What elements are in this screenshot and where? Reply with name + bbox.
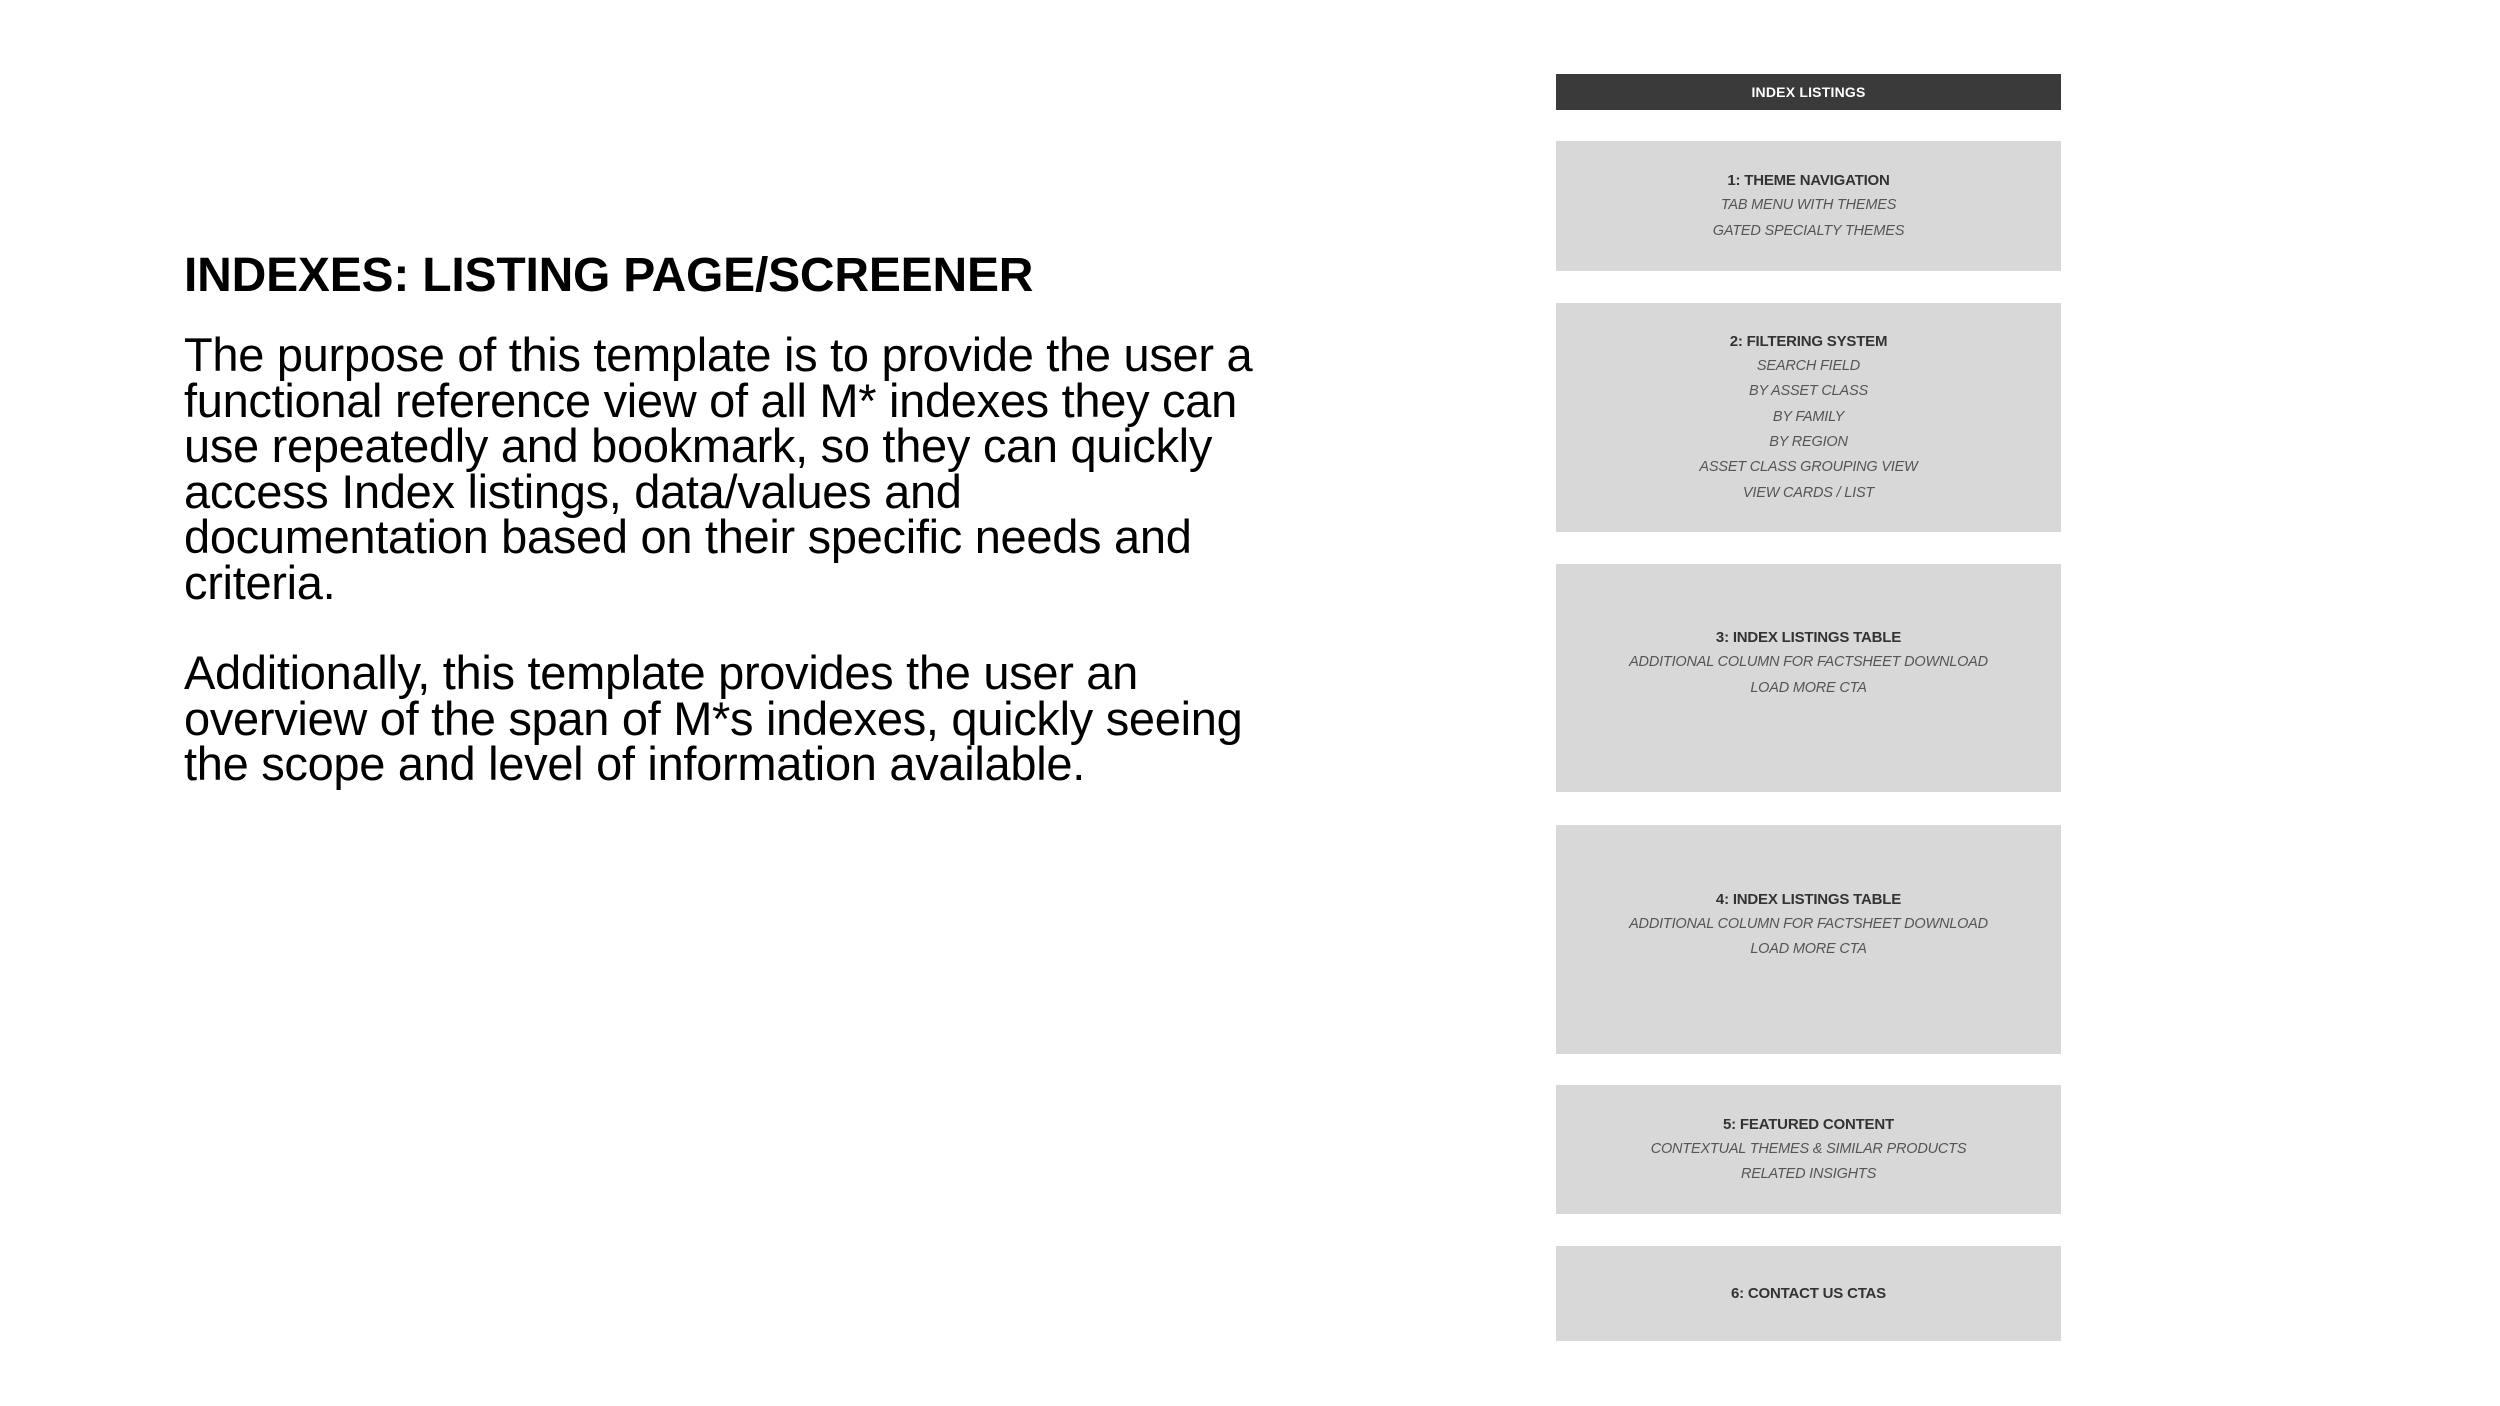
section-title: 5: FEATURED CONTENT [1723, 1115, 1894, 1133]
section-title: 3: INDEX LISTINGS TABLE [1715, 629, 1902, 647]
section-item: VIEW CARDS / LIST [1742, 484, 1875, 501]
overview-paragraph: Additionally, this template provides the user an overview of the span of M*s indexes, quickly seeing the scope and level of information available. [184, 646, 1243, 790]
section-title: 2: FILTERING SYSTEM [1729, 333, 1888, 351]
wireframe-header: INDEX LISTINGS [1556, 74, 2061, 110]
section-item: LOAD MORE CTA [1750, 941, 1867, 957]
section-item: ADDITIONAL COLUMN FOR FACTSHEET DOWNLOAD [1629, 654, 1988, 671]
wireframe-column [1556, 0, 2061, 1406]
section-index-listings-table-2 [1556, 825, 2061, 1054]
section-index-listings-table-1 [1556, 564, 2061, 792]
section-item: LOAD MORE CTA [1750, 679, 1867, 696]
section-item: BY FAMILY [1772, 408, 1845, 425]
section-title: 6: CONTACT US CTAS [1730, 1285, 1886, 1302]
description-panel [184, 246, 1264, 832]
section-item: RELATED INSIGHTS [1740, 1166, 1877, 1182]
section-item: BY ASSET CLASS [1749, 383, 1868, 400]
section-contact-us-ctas [1556, 1246, 2061, 1341]
section-item: GATED SPECIALTY THEMES [1712, 222, 1905, 239]
section-item: SEARCH FIELD [1756, 358, 1861, 375]
section-item: ADDITIONAL COLUMN FOR FACTSHEET DOWNLOAD [1629, 915, 1988, 932]
section-title: 1: THEME NAVIGATION [1727, 172, 1890, 190]
section-filtering-system [1556, 303, 2061, 532]
section-theme-navigation [1556, 141, 2061, 271]
section-item: TAB MENU WITH THEMES [1720, 197, 1897, 214]
purpose-paragraph: The purpose of this template is to provide the user a functional reference view of all M* indexes they can use repeatedly and bookmark, so they can quickly access Index listings, data/values and documentation based on their specific needs and criteria. [184, 328, 1253, 609]
section-title: 4: INDEX LISTINGS TABLE [1715, 890, 1902, 908]
page-title: INDEXES: LISTING PAGE/SCREENER [184, 249, 1034, 302]
section-item: ASSET CLASS GROUPING VIEW [1699, 459, 1918, 476]
section-featured-content [1556, 1085, 2061, 1214]
section-item: CONTEXTUAL THEMES & SIMILAR PRODUCTS [1650, 1140, 1967, 1157]
section-item: BY REGION [1769, 434, 1848, 450]
